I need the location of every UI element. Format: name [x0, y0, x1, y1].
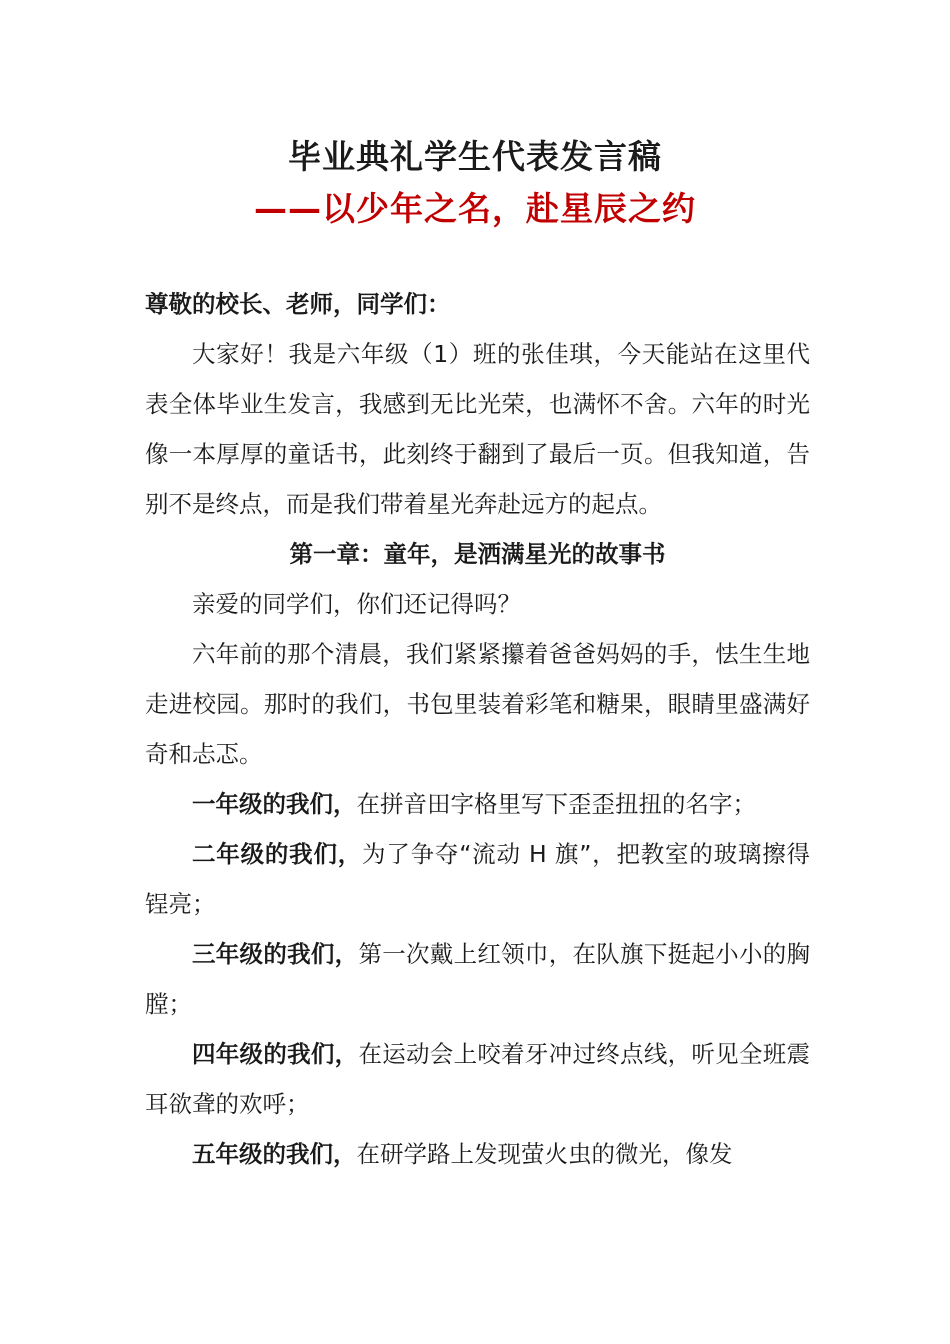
grade-3-paragraph	[145, 929, 810, 1029]
question-paragraph: 亲爱的同学们，你们还记得吗？	[192, 590, 521, 618]
grade-5-paragraph	[145, 1129, 810, 1179]
intro-paragraph: 大家好！我是六年级（1）班的张佳琪，今天能站在这里代表全体毕业生发言，我感到无比光荣，也满怀不舍。六年的时光像一本厚厚的童话书，此刻终于翻到了最后一页。但我知道，告别不是终点，而是我们带着星光奔赴远方的起点。	[145, 340, 810, 518]
document-body	[145, 279, 810, 1179]
grade-3-text: 第一次戴上红领巾，在队旗下挺起小小的胸膛；	[145, 940, 811, 1018]
salutation: 尊敬的校长、老师，同学们：	[145, 290, 451, 318]
grade-4-paragraph	[145, 1029, 810, 1129]
grade-2-lead: 二年级的我们，	[192, 840, 363, 868]
grade-2-text: 为了争夺“流动 H 旗”，把教室的玻璃擦得锃亮；	[145, 840, 810, 918]
grade-3-lead: 三年级的我们，	[192, 940, 359, 968]
grade-1-text: 在拼音田字格里写下歪歪扭扭的名字；	[356, 790, 756, 818]
grade-5-lead: 五年级的我们，	[192, 1140, 357, 1168]
document-title: 毕业典礼学生代表发言稿	[288, 137, 662, 176]
grade-2-paragraph	[145, 829, 810, 929]
chapter-heading: 第一章：童年，是洒满星光的故事书	[289, 540, 666, 568]
document-subtitle: ——以少年之名，赴星辰之约	[254, 189, 696, 228]
grade-5-text: 在研学路上发现萤火虫的微光，像发	[356, 1140, 733, 1168]
grade-4-text: 在运动会上咬着牙冲过终点线，听见全班震耳欲聋的欢呼；	[145, 1040, 811, 1118]
grade-1-lead: 一年级的我们，	[192, 790, 357, 818]
grade-1-paragraph	[145, 779, 810, 829]
morning-paragraph: 六年前的那个清晨，我们紧紧攥着爸爸妈妈的手，怯生生地走进校园。那时的我们，书包里装着彩笔和糖果，眼睛里盛满好奇和忐忑。	[145, 640, 810, 768]
grade-4-lead: 四年级的我们，	[192, 1040, 359, 1068]
